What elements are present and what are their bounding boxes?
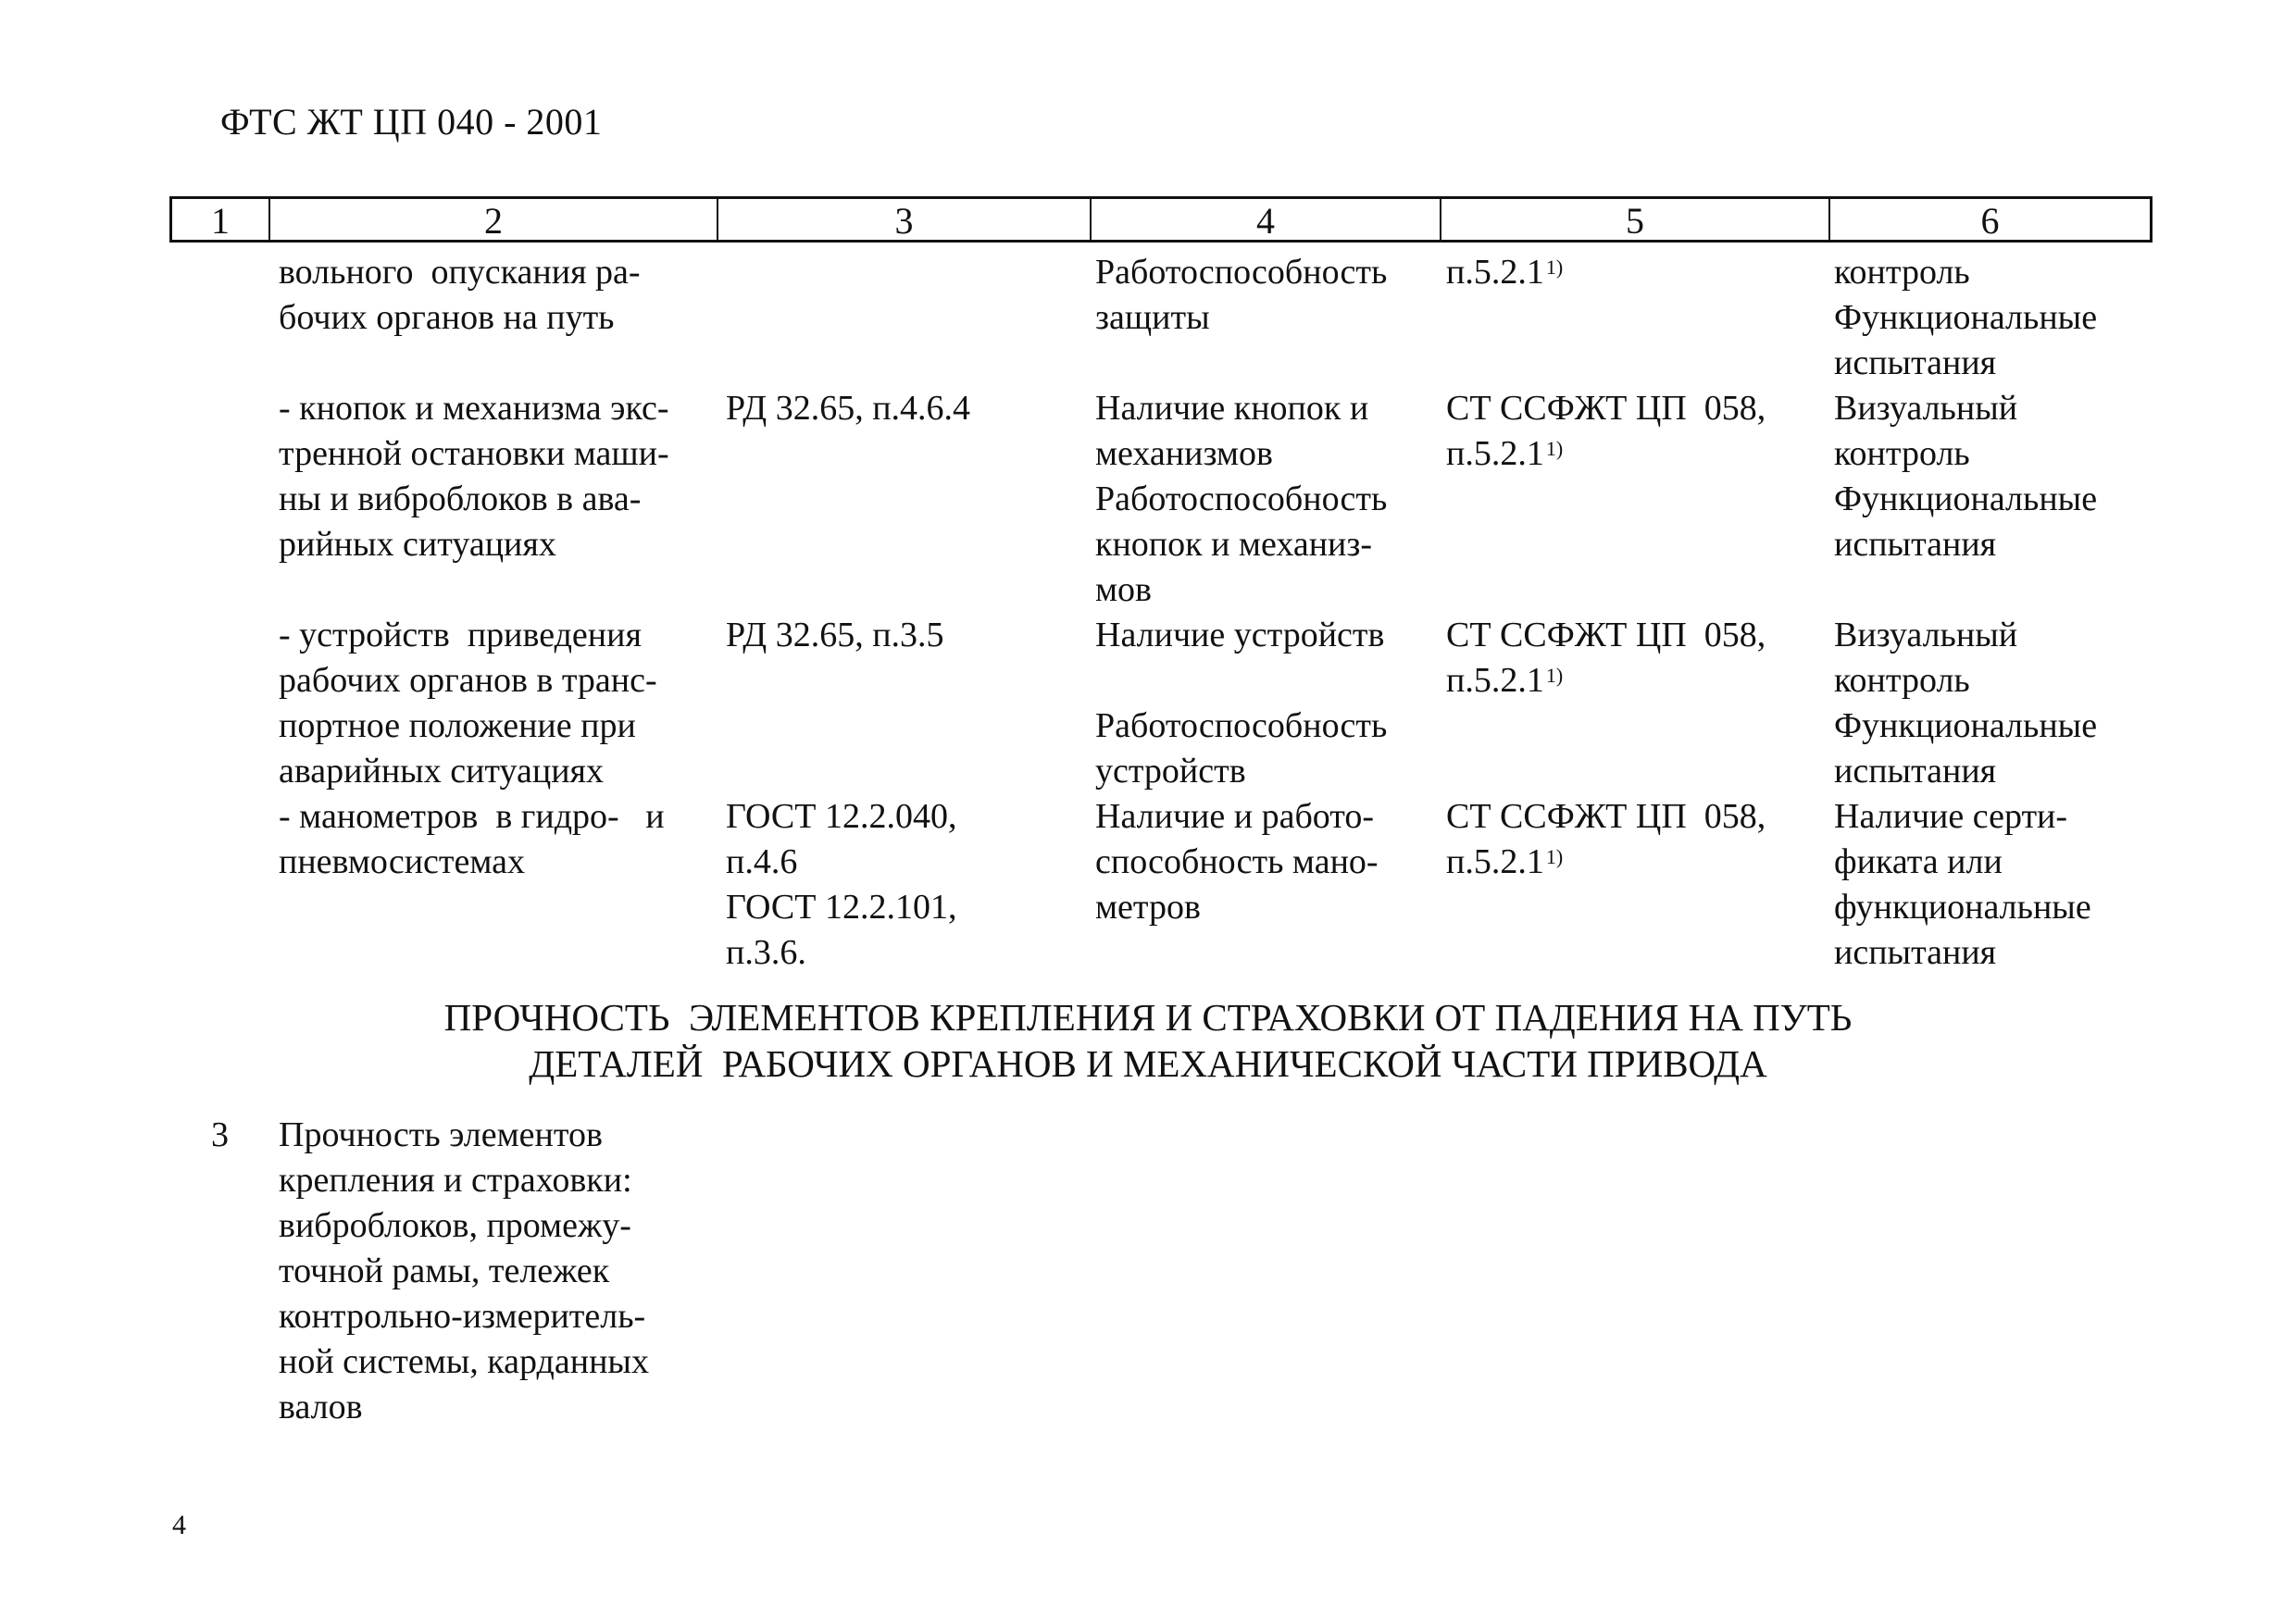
footnote-mark: 1) <box>1545 664 1564 687</box>
row-1-method-ref <box>1446 250 1563 295</box>
row-4-method-standard: СТ ССФЖТ ЦП 058, <box>1446 797 1766 836</box>
column-number-2: 2 <box>270 199 718 240</box>
row-4-requirement: - манометров в гидро- и пневмосистемах <box>279 797 665 881</box>
row-3-check-method: Визуальный контроль Функциональные испытания <box>1834 616 2098 791</box>
column-number-4: 4 <box>1092 199 1441 240</box>
column-number-1: 1 <box>172 199 270 240</box>
row-2-method-ref <box>1446 431 1563 477</box>
document-code: ФТС ЖТ ЦП 040 - 2001 <box>220 101 603 143</box>
row-3-indicator-presence: Наличие устройств <box>1095 616 1385 654</box>
row-2-requirement: - кнопок и механизма экс- тренной остановки маши- ны и виброблоков в ава- рийных ситуациях <box>279 389 669 564</box>
column-number-5: 5 <box>1441 199 1830 240</box>
column-number-3: 3 <box>718 199 1092 240</box>
item-description: Прочность элементов крепления и страховки: виброблоков, промежу- точной рамы, тележек контрольно-измеритель- ной системы, карданных валов <box>279 1115 649 1426</box>
footnote-mark: 1) <box>1545 255 1564 279</box>
footnote-mark: 1) <box>1545 437 1564 460</box>
row-4-check-method: Наличие серти- фиката или функциональные испытания <box>1834 797 2091 972</box>
row-3-method-standard: СТ ССФЖТ ЦП 058, <box>1446 616 1766 654</box>
row-2-indicator: Наличие кнопок и механизмов Работоспособность кнопок и механиз- мов <box>1095 389 1388 609</box>
row-4-normative-doc: ГОСТ 12.2.040, п.4.6 ГОСТ 12.2.101, п.3.6. <box>726 797 957 972</box>
row-2-method-standard: СТ ССФЖТ ЦП 058, <box>1446 389 1766 428</box>
row-3-normative-doc: РД 32.65, п.3.5 <box>726 616 944 654</box>
row-3-indicator-operability: Работоспособность устройств <box>1095 706 1388 791</box>
row-1-requirement: вольного опускания ра- бочих органов на путь <box>279 253 641 337</box>
row-1-method-clause: п.5.2.1 <box>1446 253 1544 292</box>
table-header-row <box>169 196 2152 243</box>
row-3-method-ref <box>1446 658 1563 704</box>
row-1-check-method: контроль Функциональные испытания <box>1834 253 2098 382</box>
row-1-indicator: Работоспособность защиты <box>1095 253 1388 337</box>
row-4-method-clause: п.5.2.1 <box>1446 842 1544 881</box>
row-2-method-clause: п.5.2.1 <box>1446 434 1544 473</box>
footnote-mark: 1) <box>1545 845 1564 868</box>
item-number: 3 <box>211 1115 229 1154</box>
row-4-method-ref <box>1446 840 1563 885</box>
page-number: 4 <box>172 1510 186 1540</box>
row-2-check-method: Визуальный контроль Функциональные испытания <box>1834 389 2098 564</box>
row-3-requirement: - устройств приведения рабочих органов в транс- портное положение при аварийных ситуациях <box>279 616 657 791</box>
column-number-6: 6 <box>1980 200 2000 242</box>
section-title: ПРОЧНОСТЬ ЭЛЕМЕНТОВ КРЕПЛЕНИЯ И СТРАХОВКИ ОТ ПАДЕНИЯ НА ПУТЬ ДЕТАЛЕЙ РАБОЧИХ ОРГАНОВ И МЕХАНИЧЕСКОЙ ЧАСТИ ПРИВОДА <box>443 996 1853 1085</box>
row-4-indicator: Наличие и работо- способность мано- метров <box>1095 797 1379 927</box>
row-3-method-clause: п.5.2.1 <box>1446 661 1544 700</box>
row-2-normative-doc: РД 32.65, п.4.6.4 <box>726 389 971 428</box>
